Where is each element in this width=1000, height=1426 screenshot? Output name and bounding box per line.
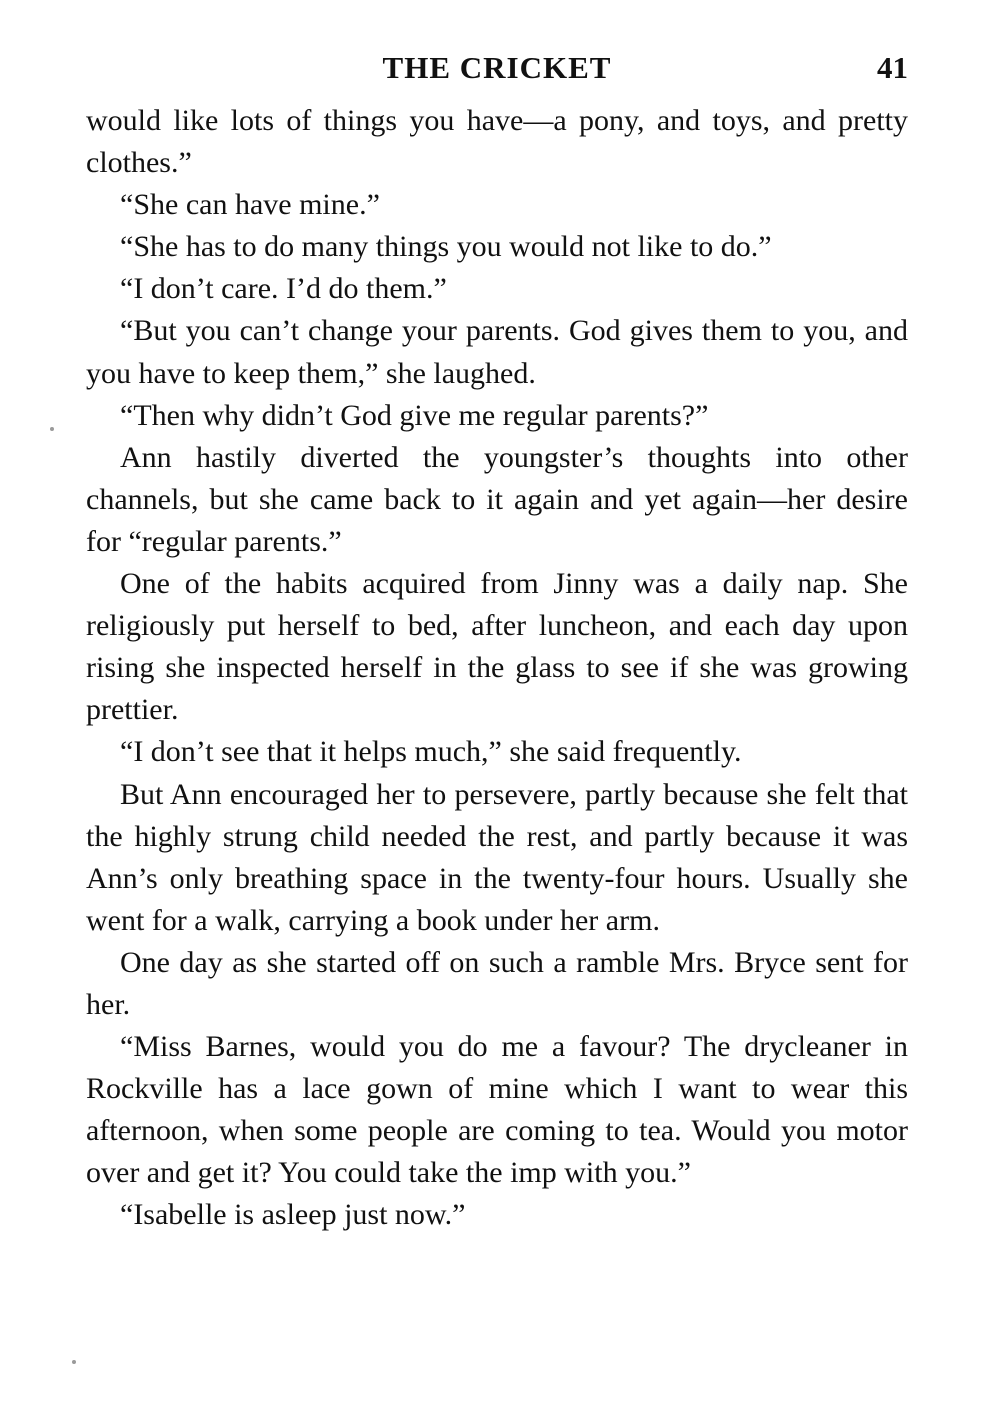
paragraph-4: “I don’t care. I’d do them.” — [120, 272, 447, 306]
paragraph-11: One day as she started off on such a ramble Mrs. Bryce sent for her. — [86, 945, 908, 1021]
paragraph-10: But Ann encouraged her to persevere, partly because she felt that the highly strung child needed the rest, and partly because it was Ann’s only breathing space in the twenty-four hours. Usually she went for a walk, carrying a book under her arm. — [86, 777, 908, 937]
paragraph-13: “Isabelle is asleep just now.” — [120, 1198, 466, 1232]
paragraph-3: “She has to do many things you would not like to do.” — [120, 230, 772, 264]
running-head — [86, 44, 908, 94]
paragraph-8: One of the habits acquired from Jinny was a daily nap. She religiously put herself to bed, after luncheon, and each day upon rising she inspected herself in the glass to see if she was growing prettier. — [86, 567, 908, 727]
running-title: THE CRICKET — [382, 50, 612, 85]
scan-speck — [50, 427, 54, 431]
paragraph-7: Ann hastily diverted the youngster’s thoughts into other channels, but she came back to it again and yet again—her desire for “regular parents.” — [86, 440, 908, 558]
body-text — [86, 100, 908, 1237]
paragraph-9: “I don’t see that it helps much,” she said frequently. — [120, 735, 742, 769]
paragraph-1: would like lots of things you have—a pony, and toys, and pretty clothes.” — [86, 104, 908, 180]
scan-speck — [72, 1360, 76, 1364]
paragraph-6: “Then why didn’t God give me regular parents?” — [120, 398, 709, 432]
paragraph-5: “But you can’t change your parents. God gives them to you, and you have to keep them,” she laughed. — [86, 314, 908, 390]
paragraph-12: “Miss Barnes, would you do me a favour? The drycleaner in Rockville has a lace gown of mine which I want to wear this afternoon, when some people are coming to tea. Would you motor over and get it? You could take the imp with you.” — [86, 1030, 908, 1190]
paragraph-2: “She can have mine.” — [120, 188, 380, 222]
page-number: 41 — [877, 50, 908, 85]
